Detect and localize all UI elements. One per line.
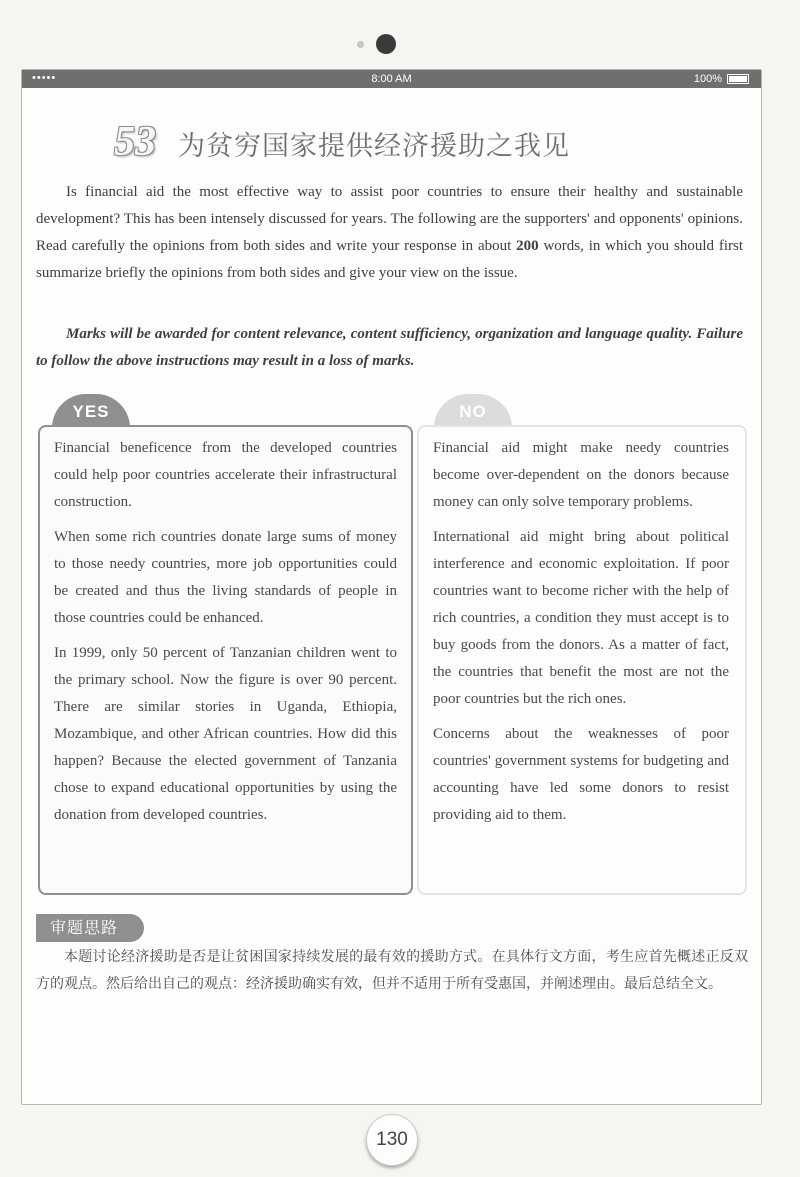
yes-tab: YES (52, 394, 130, 428)
page-number: 130 (366, 1114, 418, 1166)
no-tab: NO (434, 394, 512, 428)
yes-opinions-box (38, 425, 413, 895)
yes-paragraph: When some rich countries donate large sums of money to those needy countries, more job opportunities could be created and thus the living standards of people in those countries could be enhanced. (54, 529, 397, 626)
yes-paragraph: Financial beneficence from the developed countries could help poor countries accelerate their infrastructural construction. (54, 440, 397, 510)
title-number: 53 (114, 119, 156, 165)
marks-note: Marks will be awarded for content relevance, content sufficiency, organization and language quality. Failure to follow the above instructions may result in a loss of marks. (36, 326, 743, 369)
intro-text-1: Is financial aid the most effective way to assist poor countries to ensure their healthy and sustainable development? This has been intensely discussed for years. The following are the supporters' and opponents' opinions. Read carefully the opinions from both sides and write your response in about (36, 184, 743, 254)
no-opinions-box (417, 425, 747, 895)
signal-indicator: ••••• (32, 72, 57, 84)
status-bar (22, 70, 761, 88)
camera-lens (376, 34, 396, 54)
yes-paragraph: In 1999, only 50 percent of Tanzanian children went to the primary school. Now the figure is over 90 percent. There are similar stories in Uganda, Ethiopia, Mozambique, and other African countries. How did this happen? Because the elected government of Tanzania chose to expand educational opportunities by using the donation from developed countries. (54, 645, 397, 823)
analysis-text: 本题讨论经济援助是否是让贫困国家持续发展的最有效的援助方式。在具体行文方面，考生应首先概述正反双方的观点。然后给出自己的观点：经济援助确实有效，但并不适用于所有受惠国，并阐述理由。最后总结全文。 (36, 949, 748, 992)
battery-percent: 100% (693, 73, 722, 85)
intro-text-2: words, in which you should first summarize briefly the opinions from both sides and give your view on the issue. (36, 238, 743, 281)
analysis-heading: 审题思路 (36, 914, 144, 942)
page-title (114, 118, 570, 166)
no-paragraph: Financial aid might make needy countries become over-dependent on the donors because money can only solve temporary problems. (433, 440, 729, 510)
device-camera (357, 34, 396, 54)
intro-paragraph (36, 179, 743, 287)
tablet-screen (21, 69, 762, 1105)
battery-icon (727, 74, 749, 84)
title-text: 为贫穷国家提供经济援助之我见 (178, 131, 570, 162)
battery-status (694, 73, 749, 85)
no-paragraph: International aid might bring about political interference and economic exploitation. If poor countries want to become richer with the help of rich countries, a condition they must accept is to buy goods from the donors. As a matter of fact, the countries that benefit the most are not the poor countries but the rich ones. (433, 529, 729, 707)
intro-word-count: 200 (516, 238, 539, 254)
status-time: 8:00 AM (371, 73, 412, 85)
sensor-dot (357, 41, 364, 48)
no-paragraph: Concerns about the weaknesses of poor countries' government systems for budgeting and accounting have led some donors to resist providing aid to them. (433, 726, 729, 823)
